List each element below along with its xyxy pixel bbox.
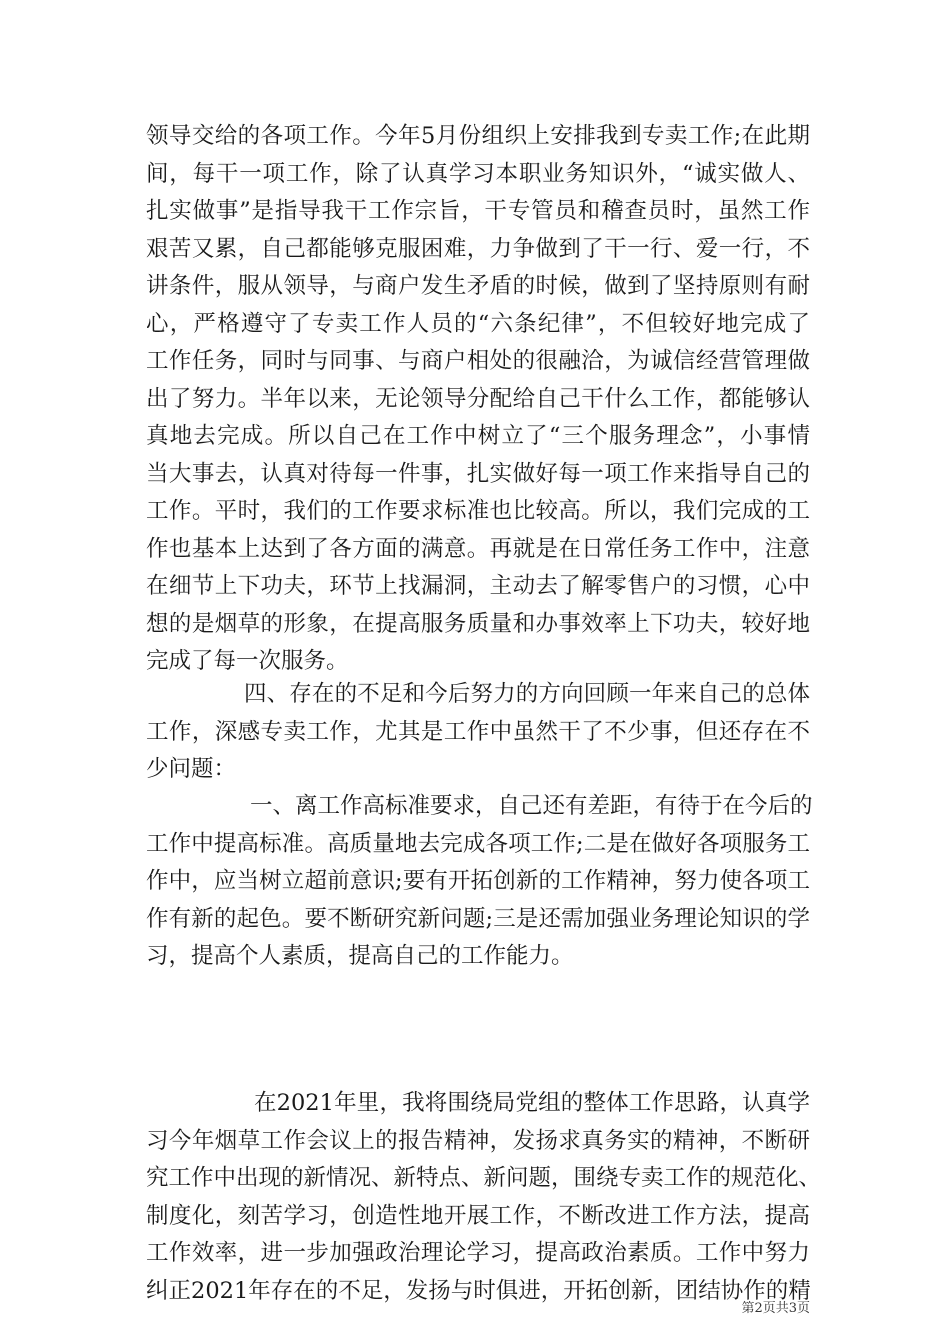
text-line: 制度化，刻苦学习，创造性地开展工作，不断改进工作方法，提高 [146, 1202, 810, 1229]
text-line: 作中，应当树立超前意识;要有开拓创新的工作精神，努力使各项工 [146, 868, 810, 894]
text-line: 间，每干一项工作，除了认真学习本职业务知识外，“诚实做人、 [146, 160, 810, 187]
text-line: 真地去完成。所以自己在工作中树立了“三个服务理念”，小事情 [146, 423, 810, 449]
text-line: 扎实做事”是指导我干工作宗旨，干专管员和稽查员时，虽然工作 [146, 198, 810, 224]
text-line: 习今年烟草工作会议上的报告精神，发扬求真务实的精神，不断研 [146, 1127, 810, 1154]
text-line: 完成了每一次服务。 [146, 648, 349, 674]
text-line: 一、离工作高标准要求，自己还有差距，有待于在今后的 [250, 793, 813, 819]
text-line: 想的是烟草的形象，在提高服务质量和办事效率上下功夫，较好地 [146, 610, 810, 637]
text-line: 艰苦又累，自己都能够克服困难，力争做到了干一行、爱一行，不 [146, 235, 810, 262]
text-line: 纠正2021年存在的不足，发扬与时俱进，开拓创新，团结协作的精 [146, 1277, 811, 1304]
text-line: 究工作中出现的新情况、新特点、新问题，围绕专卖工作的规范化、 [146, 1165, 822, 1191]
paragraph-problems [146, 788, 813, 976]
text-line: 讲条件，服从领导，与商户发生矛盾的时候，做到了坚持原则有耐 [146, 273, 810, 299]
text-line: 习，提高个人素质，提高自己的工作能力。 [146, 943, 574, 969]
text-line: 工作中提高标准。高质量地去完成各项工作;二是在做好各项服务工 [146, 830, 810, 857]
text-line: 出了努力。半年以来，无论领导分配给自己干什么工作，都能够认 [146, 385, 810, 412]
text-line: 四、存在的不足和今后努力的方向回顾一年来自己的总体 [244, 681, 810, 707]
text-line: 心，严格遵守了专卖工作人员的“六条纪律”，不但较好地完成了 [146, 310, 810, 337]
paragraph-work-summary [146, 118, 810, 681]
text-line: 工作。平时，我们的工作要求标准也比较高。所以，我们完成的工 [146, 498, 810, 524]
paragraph-shortcomings [146, 676, 810, 789]
text-line: 在细节上下功夫，环节上找漏洞，主动去了解零售户的习惯，心中 [146, 573, 810, 599]
page-number-footer: 第2页共3页 [741, 1301, 810, 1316]
text-line: 作也基本上达到了各方面的满意。再就是在日常任务工作中，注意 [146, 535, 810, 562]
text-line: 工作效率，进一步加强政治理论学习，提高政治素质。工作中努力 [146, 1240, 810, 1266]
text-line: 作有新的起色。要不断研究新问题;三是还需加强业务理论知识的学 [146, 905, 810, 932]
paragraph-plan [146, 1085, 822, 1310]
text-line: 领导交给的各项工作。今年5月份组织上安排我到专卖工作;在此期 [146, 123, 810, 149]
text-line: 在2021年里，我将围绕局党组的整体工作思路，认真学 [254, 1090, 810, 1116]
text-line: 少问题： [146, 756, 237, 782]
text-line: 工作，深感专卖工作，尤其是工作中虽然干了不少事，但还存在不 [146, 718, 810, 745]
text-line: 当大事去，认真对待每一件事，扎实做好每一项工作来指导自己的 [146, 460, 810, 487]
text-line: 工作任务，同时与同事、与商户相处的很融洽，为诚信经营管理做 [146, 348, 810, 374]
